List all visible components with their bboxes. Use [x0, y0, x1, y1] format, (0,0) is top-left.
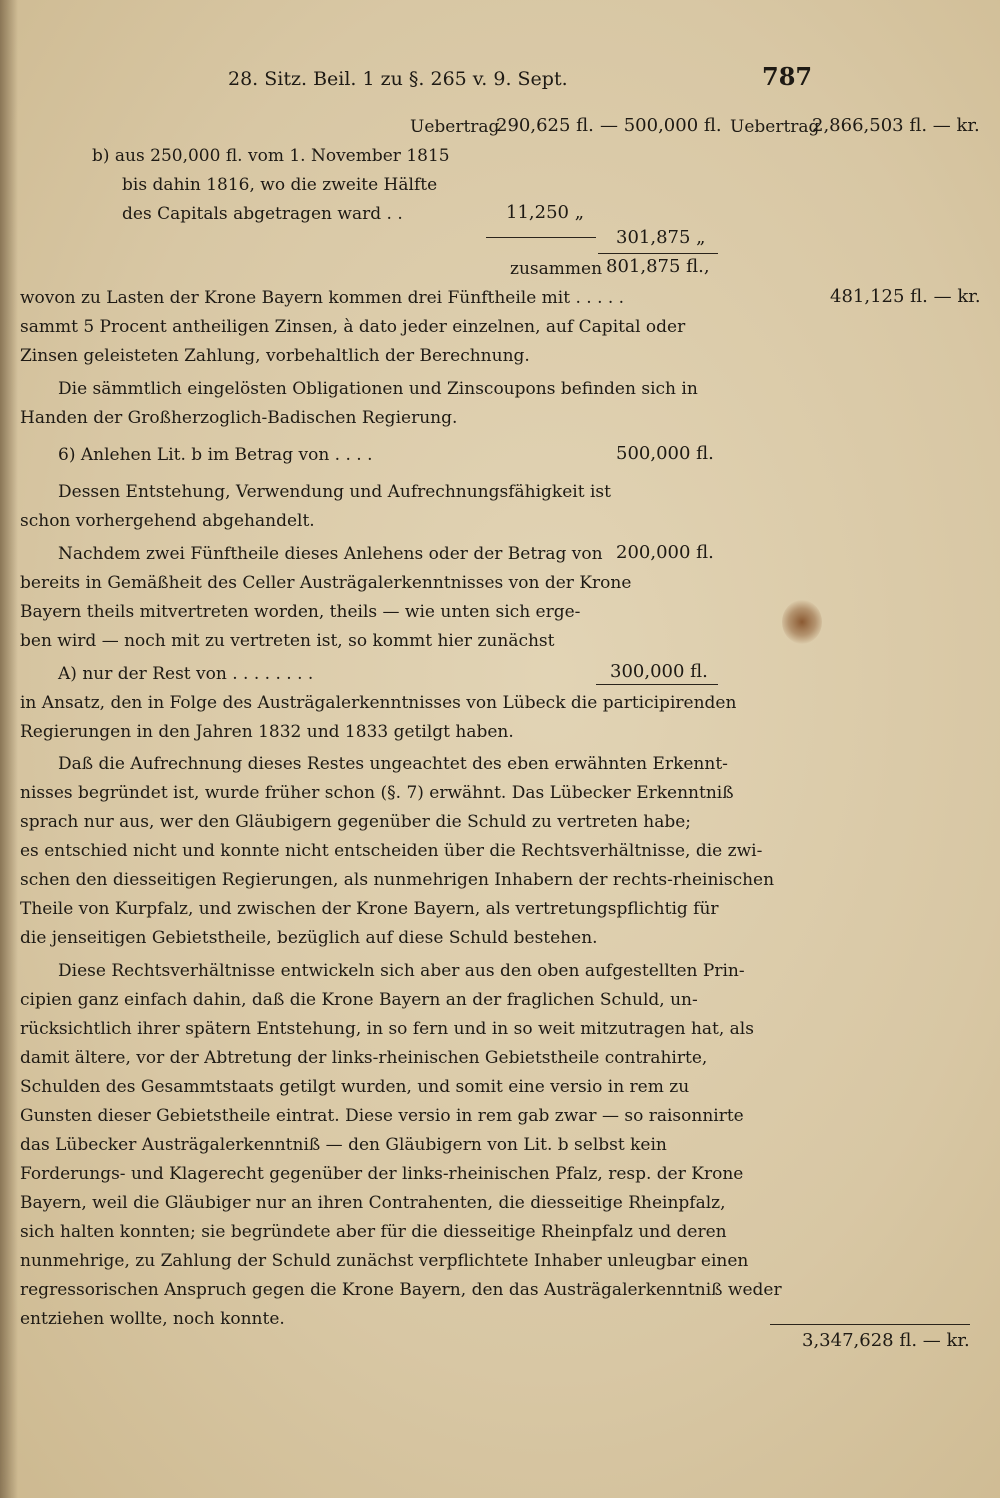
carry-right-label: Uebertrag: [730, 117, 820, 137]
item-b-line1: b) aus 250,000 fl. vom 1. November 1815: [92, 146, 450, 166]
para6-line5: Schulden des Gesammtstaats getilgt wurden, und somit eine versio in rem zu: [20, 1077, 690, 1097]
together-label: zusammen: [510, 259, 603, 279]
carry-right-amount: 2,866,503 fl. — kr.: [812, 115, 980, 136]
page-number: 787: [762, 62, 813, 91]
share-amount: 481,125 fl. — kr.: [830, 286, 981, 307]
grand-total-rule: [770, 1324, 970, 1325]
para6-line1: Diese Rechtsverhältnisse entwickeln sich aber aus den oben aufgestellten Prin-: [58, 961, 745, 981]
para6-line13: entziehen wollte, noch konnte.: [20, 1309, 285, 1329]
para6-line9: Bayern, weil die Gläubiger nur an ihren Contrahenten, die diesseitige Rheinpfalz,: [20, 1193, 726, 1213]
paper-stain: [782, 600, 822, 644]
para6-line2: cipien ganz einfach dahin, daß die Krone Bayern an der fraglichen Schuld, un-: [20, 990, 698, 1010]
para1-line2: Handen der Großherzoglich-Badischen Regierung.: [20, 408, 458, 428]
item-b-line3-amount: 11,250 „: [506, 202, 585, 223]
item6-amount: 500,000 fl.: [616, 443, 714, 464]
para5-line6: Theile von Kurpfalz, und zwischen der Krone Bayern, als vertretungspflichtig für: [20, 899, 719, 919]
para2-line2: schon vorhergehend abgehandelt.: [20, 511, 315, 531]
share-line2: sammt 5 Procent antheiligen Zinsen, à dato jeder einzelnen, auf Capital oder: [20, 317, 686, 337]
share-line3: Zinsen geleisteten Zahlung, vorbehaltlich der Berechnung.: [20, 346, 530, 366]
total-rule: [598, 253, 718, 254]
para6-line4: damit ältere, vor der Abtretung der links-rheinischen Gebietstheile contrahirte,: [20, 1048, 708, 1068]
para3-amount: 200,000 fl.: [616, 542, 714, 563]
para3-line4: ben wird — noch mit zu vertreten ist, so kommt hier zunächst: [20, 631, 555, 651]
para2-line1: Dessen Entstehung, Verwendung und Aufrechnungsfähigkeit ist: [58, 482, 611, 502]
para5-line7: die jenseitigen Gebietstheile, bezüglich auf diese Schuld bestehen.: [20, 928, 598, 948]
item-b-line2: bis dahin 1816, wo die zweite Hälfte: [122, 175, 438, 195]
running-title: 28. Sitz. Beil. 1 zu §. 265 v. 9. Sept.: [228, 68, 568, 90]
share-line1: wovon zu Lasten der Krone Bayern kommen drei Fünftheile mit . . . . .: [20, 288, 625, 308]
para5-line4: es entschied nicht und konnte nicht entscheiden über die Rechtsverhältnisse, die zwi-: [20, 841, 763, 861]
item-b-line3: des Capitals abgetragen ward . .: [122, 204, 403, 224]
item-b-subtotal: 301,875 „: [616, 227, 706, 248]
carry-left-dash: — 500,000 fl.: [600, 115, 722, 136]
para6-line11: nunmehrige, zu Zahlung der Schuld zunächst verpflichtete Inhaber unleugbar einen: [20, 1251, 749, 1271]
para6-line12: regressorischen Anspruch gegen die Krone Bayern, den das Austrägalerkenntniß weder: [20, 1280, 782, 1300]
para6-line10: sich halten konnten; sie begründete aber für die diesseitige Rheinpfalz und deren: [20, 1222, 727, 1242]
grand-total: 3,347,628 fl. — kr.: [802, 1330, 970, 1351]
itemA-rule: [596, 684, 718, 685]
together-amount: 801,875 fl.,: [606, 256, 710, 277]
binding-shadow: [0, 0, 18, 1498]
para3-line2: bereits in Gemäßheit des Celler Austrägalerkenntnisses von der Krone: [20, 573, 632, 593]
para5-line5: schen den diesseitigen Regierungen, als nunmehrigen Inhabern der rechts-rheinischen: [20, 870, 775, 890]
para6-line3: rücksichtlich ihrer spätern Entstehung, in so fern und in so weit mitzutragen hat, als: [20, 1019, 754, 1039]
para6-line7: das Lübecker Austrägalerkenntniß — den Gläubigern von Lit. b selbst kein: [20, 1135, 667, 1155]
para6-line8: Forderungs- und Klagerecht gegenüber der links-rheinischen Pfalz, resp. der Krone: [20, 1164, 744, 1184]
itemA-amount: 300,000 fl.: [610, 661, 708, 682]
carry-left-amount: 290,625 fl.: [496, 115, 594, 136]
item6-label: 6) Anlehen Lit. b im Betrag von . . . .: [58, 445, 373, 465]
para3-line1: Nachdem zwei Fünftheile dieses Anlehens oder der Betrag von: [58, 544, 603, 564]
para5-line1: Daß die Aufrechnung dieses Restes ungeachtet des eben erwähnten Erkennt-: [58, 754, 728, 774]
para6-line6: Gunsten dieser Gebietstheile eintrat. Diese versio in rem gab zwar — so raisonnirte: [20, 1106, 744, 1126]
para3-line3: Bayern theils mitvertreten worden, theils — wie unten sich erge-: [20, 602, 581, 622]
sum-rule: [486, 237, 596, 238]
para1-line1: Die sämmtlich eingelösten Obligationen und Zinscoupons befinden sich in: [58, 379, 698, 399]
para5-line3: sprach nur aus, wer den Gläubigern gegenüber die Schuld zu vertreten habe;: [20, 812, 692, 832]
para4-line2: Regierungen in den Jahren 1832 und 1833 getilgt haben.: [20, 722, 514, 742]
carry-left-label: Uebertrag: [410, 117, 500, 137]
itemA-label: A) nur der Rest von . . . . . . . .: [58, 664, 314, 684]
para5-line2: nisses begründet ist, wurde früher schon (§. 7) erwähnt. Das Lübecker Erkenntniß: [20, 783, 734, 803]
para4-line1: in Ansatz, den in Folge des Austrägalerkenntnisses von Lübeck die participirenden: [20, 693, 737, 713]
